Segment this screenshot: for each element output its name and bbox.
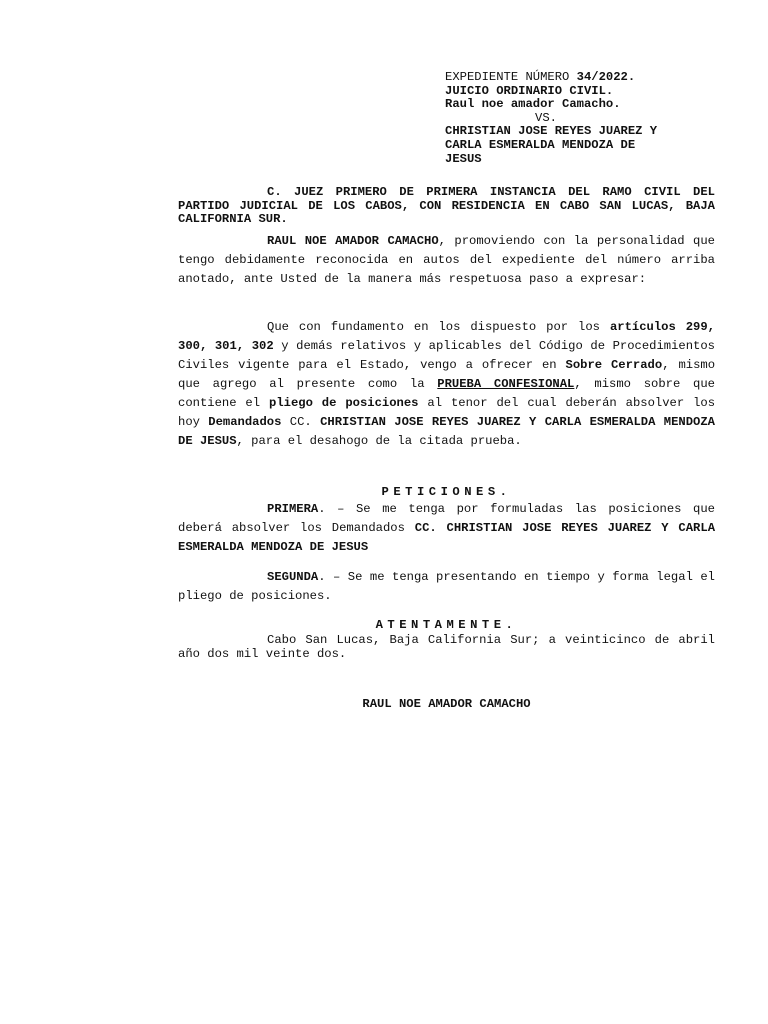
primera-peticion — [178, 500, 715, 557]
intro-paragraph — [178, 232, 715, 289]
peticiones-heading: PETICIONES. — [381, 485, 512, 499]
defendants-line-1: CHRISTIAN JOSE REYES JUAREZ Y — [445, 124, 658, 139]
signature-name: RAUL NOE AMADOR CAMACHO — [362, 697, 531, 711]
body-text-3: , mismo que agrego al presente como la — [178, 358, 716, 391]
primera-text: . – Se me tenga por formuladas las posiciones que deberá absolver los Demandados — [178, 502, 715, 535]
segunda-text: . – Se me tenga presentando en tiempo y forma legal el pliego de posiciones. — [178, 570, 715, 603]
articulos-ref: artículos 299, 300, 301, 302 — [178, 320, 715, 353]
actor-name: Raul noe amador Camacho. — [445, 97, 621, 112]
body-text-2: y demás relativos y aplicables del Código de Procedimientos Civiles vigente para el Estado, vengo a ofrecer en — [178, 339, 715, 372]
prueba-confesional: PRUEBA CONFESIONAL — [437, 377, 575, 391]
primera-label: PRIMERA — [267, 502, 319, 516]
expediente-number: 34/2022 — [576, 70, 628, 84]
case-header — [445, 71, 735, 166]
defendants-line-2: CARLA ESMERALDA MENDOZA DE — [445, 137, 636, 152]
expediente-line — [445, 71, 735, 85]
expediente-period: . — [627, 70, 636, 84]
intro-text: , promoviendo con la personalidad que tengo debidamente reconocida en autos del expediente del número arriba anotado, ante Usted de la manera más respetuosa paso a expresar: — [178, 234, 715, 286]
addressee: C. JUEZ PRIMERO DE PRIMERA INSTANCIA DEL RAMO CIVIL DEL PARTIDO JUDICIAL DE LOS CABOS, CON RESIDENCIA EN CABO SAN LUCAS, BAJA CALIFORNIA SUR. — [178, 185, 715, 227]
demandados-names: CHRISTIAN JOSE REYES JUAREZ Y CARLA ESMERALDA MENDOZA DE JESUS — [178, 415, 715, 448]
body-text-1: Que con fundamento en los dispuesto por los — [267, 320, 610, 334]
body-paragraph — [178, 318, 715, 451]
expediente-label: EXPEDIENTE NÚMERO — [445, 70, 577, 84]
segunda-label: SEGUNDA — [267, 570, 319, 584]
body-text-5: al tenor del cual deberán absolver los hoy — [178, 396, 716, 429]
body-text-4: , mismo sobre que contiene el — [178, 377, 715, 410]
body-text-6: CC. — [281, 415, 321, 429]
segunda-peticion — [178, 568, 715, 606]
sobre-cerrado: Sobre Cerrado — [565, 358, 663, 372]
demandados-label: Demandados — [208, 415, 282, 429]
juicio-type: JUICIO ORDINARIO CIVIL. — [445, 83, 614, 98]
pliego-posiciones: pliego de posiciones — [269, 396, 419, 410]
primera-names: CC. CHRISTIAN JOSE REYES JUAREZ Y CARLA ESMERALDA MENDOZA DE JESUS — [178, 521, 716, 554]
closing-paragraph: Cabo San Lucas, Baja California Sur; a veinticinco de abril año dos mil veinte dos. — [178, 633, 715, 661]
promovente-name: RAUL NOE AMADOR CAMACHO — [267, 234, 439, 248]
defendants-line-3: JESUS — [445, 151, 482, 166]
atentamente-heading: ATENTAMENTE. — [375, 618, 518, 632]
versus-label: VS. — [535, 110, 557, 125]
body-text-7: , para el desahogo de la citada prueba. — [236, 434, 522, 448]
